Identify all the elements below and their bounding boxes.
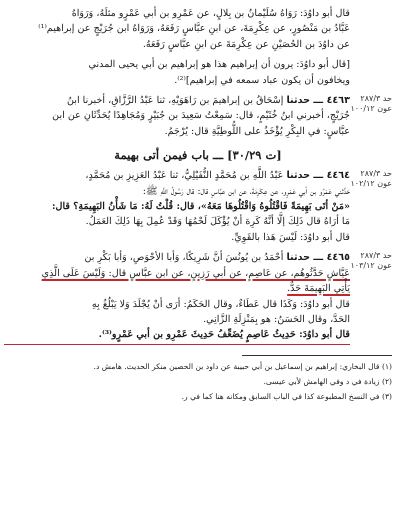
footnote: (٣) في النسخ المطبوعة كذا في الباب السابق ومكانه هنا كما في ر. — [181, 391, 392, 401]
chapter-heading: [ت ٣٠/٢٩] ـــ باب فيمن أتى بهيمة — [114, 148, 282, 163]
paragraph-block — [4, 6, 392, 57]
margin-reference — [350, 168, 392, 189]
text-line: عبَّاسٍ: في البِكْرِ يُؤْخَذُ على اللُّوطِيَّةِ قال: يُرْجَمُ. — [164, 125, 350, 137]
text-span: عَبْدُ اللَّهِ بن مُحَمَّدٍ النُّفَيْلِيُّ، ثنا عَبْدُ العَزِيزِ بن مُحَمَّدٍ، — [85, 170, 284, 182]
hadith-number: ٤٤٦٥ ـــ حدثنا — [286, 252, 350, 264]
text-line: عَبَّادُ بن مَنْصُورٍ، عن عِكْرِمَةَ، عن ابنِ عبَّاسٍ رَفَعَهُ، وَرَوَاهُ ابن جُرَيْجٍ عن إبراهيم⁽¹⁾ — [38, 23, 350, 35]
red-underline-rule — [4, 344, 350, 345]
text-line: عن داوُدَ بن الحُصَيْنِ عن عِكْرِمَةَ عن ابنِ عبَّاسٍ رَفَعَهُ. — [142, 38, 350, 50]
text-line: ويخافون أن يكون عباد سمعه في إبراهيم]⁽²⁾. — [174, 74, 350, 86]
text-line: مَا أرَاهُ قال ذَلِكَ إلَّا أنَّهُ كَرِهَ أنْ يُؤْكَلَ لَحْمُهَا وَقَدْ عُمِلَ بِهَا ذَلِكَ العَمَلُ. — [85, 216, 350, 228]
margin-ref-line: عون ١٠٣/١٢ — [350, 261, 392, 271]
footnote: (١) قال البخاري: إبراهيم بن إسماعيل بن أبي حبيبة عن داود بن الحصين منكر الحديث. هامش د. — [93, 361, 392, 371]
hadith-4465 — [4, 250, 392, 348]
text-line: قال أبو داوُدَ: حَدِيثُ عَاصِمٍ يُضَعِّفُ حَدِيثَ عَمْرِو بن أبي عَمْرٍو⁽³⁾. — [98, 329, 350, 341]
margin-empty — [350, 57, 392, 58]
hadith-number: ٤٤٦٣ ـــ حدثنا — [286, 95, 350, 107]
text-span: أحْمَدُ بن يُونُسَ أنَّ شَرِيكًا، وَأبا الأحْوَصِ، وَأبا بَكْرِ بن — [84, 252, 284, 264]
text-span: إسْحَاقُ بن إبراهيمَ بن رَاهَوَيْهِ، ثنا عَبْدُ الرَّزَّاقِ، أخبرنا ابنُ — [66, 95, 284, 107]
hadith-4464 — [4, 168, 392, 250]
text-line: قال أبو داوُدَ: وَكَذَا قال عَطَاءٌ، وقال الحَكَمُ: أرَى أنْ يُجْلَدَ وَلا يَبْلُغُ بِهِ — [91, 298, 350, 310]
margin-ref-line: حد ٢٨٧/٣ — [360, 169, 392, 179]
footnote-separator — [242, 355, 392, 356]
text-line: قال أبو داوُدَ: رَوَاهُ سُلَيْمانُ بن بِلالٍ، عن عَمْرِو بن أبي عَمْرٍو مثلَهُ، وَرَوَاهُ — [71, 8, 350, 19]
footnotes — [4, 360, 392, 403]
text-line-highlighted: عَيَّاشٍ حَدَّثُوهُم، عن عَاصِمٍ، عن أبي رَزِينٍ، عن ابن عبَّاسٍ قال: وَلَيْسَ عَلَى الَّذِي — [41, 267, 350, 279]
text-line-highlighted: يَأْتِي البَهِيمَةَ حَدٌّ. — [287, 283, 350, 295]
margin-ref-line: حد ٢٨٧/٣ — [360, 251, 392, 261]
margin-reference — [350, 93, 392, 114]
footnote: (٢) زيادة في د وفي الهامش لأبي عيسى. — [263, 376, 392, 386]
text-line — [4, 168, 350, 183]
text-line — [4, 250, 350, 265]
text-line — [4, 93, 350, 108]
text-line: جُرَيْجٍ، أخبرني ابنُ خُثَيْمٍ، قال: سَمِعْتُ سَعِيدَ بن جُبَيْرٍ وَمُجَاهِدًا يُحَدِّثَانِ عن ابن — [52, 110, 350, 122]
hadith-4463 — [4, 93, 392, 144]
text-line: الحَدَّ، وقال الحَسَنُ: هو بِمَنْزِلَةِ الزَّانِي. — [203, 313, 350, 325]
text-line: «مَنْ أتَى بَهِيمَةً فَاقْتُلُوهُ وَاقْتُلُوهَا مَعَهُ»، قال: قُلْتُ لَهُ: مَا شَأْنُ البَهِيمَةِ؟ قال: — [51, 201, 350, 213]
text-line: حَدَّثني عَمْرُو بن أبي عَمْرٍو، عن عِكْرِمَةَ، عن ابن عبَّاسٍ قال: قال رَسُولُ اللَّهِ ﷺ: — [142, 185, 350, 197]
margin-ref-line: حد ٢٨٧/٣ — [360, 94, 392, 104]
margin-reference — [350, 250, 392, 271]
margin-ref-line: عون ١٠٢/١٢ — [350, 179, 392, 189]
hadith-number: ٤٤٦٤ ـــ حدثنا — [286, 170, 350, 182]
text-line: [قال أبو داوُدَ: يرون أن إبراهيم هذا هو إبراهيم بن أبي يحيى المدني — [88, 59, 350, 71]
text-line: قال أبو داوُدَ: لَيْسَ هَذا بالقَوِيِّ. — [231, 231, 350, 243]
margin-empty — [350, 6, 392, 7]
paragraph-block — [4, 57, 392, 93]
margin-ref-line: عون ١٠٠/١٢ — [350, 104, 392, 114]
